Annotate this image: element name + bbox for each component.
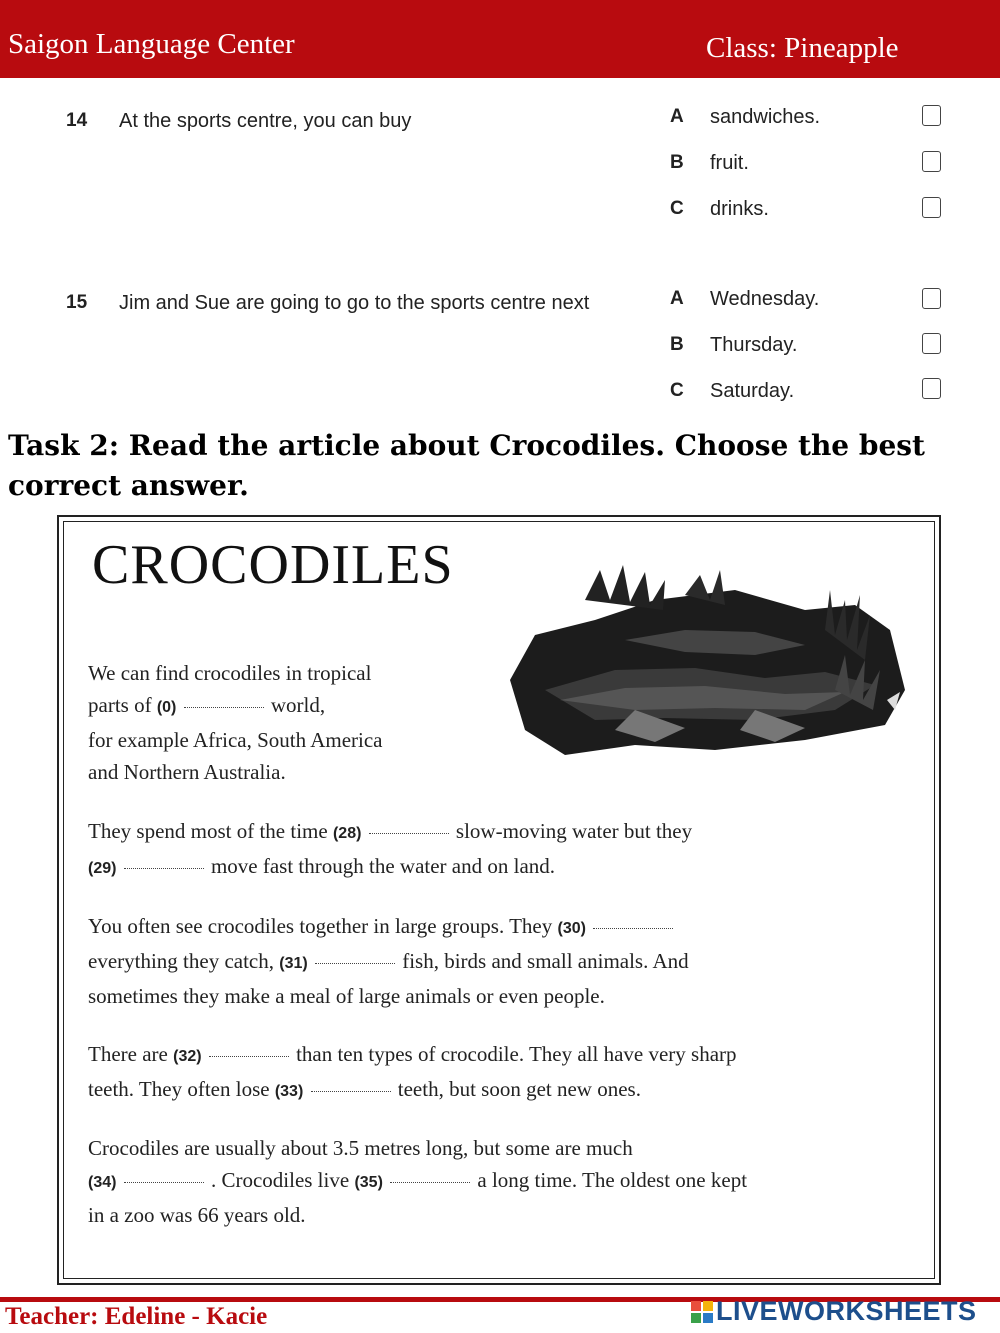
option-letter: B <box>670 334 684 355</box>
checkbox-icon[interactable] <box>922 288 941 309</box>
option-letter: A <box>670 288 684 309</box>
text-line <box>88 1164 918 1199</box>
answer-blank[interactable] <box>593 928 673 929</box>
text-line <box>88 945 908 980</box>
article-paragraph-1 <box>88 657 488 788</box>
gap-number: (35) <box>354 1174 383 1191</box>
text-fragment: teeth. They often lose <box>88 1077 270 1101</box>
answer-blank[interactable] <box>369 833 449 834</box>
gap-number: (29) <box>88 860 117 877</box>
gap-number: (28) <box>332 825 362 842</box>
text-fragment: than ten types of crocodile. They all have very sharp <box>296 1042 737 1066</box>
school-name: Saigon Language Center <box>8 28 295 60</box>
question-text: At the sports centre, you can buy <box>119 110 412 132</box>
text-line: sometimes they make a meal of large animals or even people. <box>88 984 605 1008</box>
answer-blank[interactable] <box>124 1182 204 1183</box>
answer-blank[interactable] <box>184 707 264 708</box>
text-fragment: . Crocodiles live <box>210 1168 350 1192</box>
gap-number: (31) <box>279 955 308 972</box>
text-line: and Northern Australia. <box>88 760 286 784</box>
option-text: Saturday. <box>710 380 795 402</box>
gap-number: (32) <box>173 1048 202 1065</box>
task-heading: Task 2: Read the article about Crocodiles. Choose the best correct answer. <box>8 429 925 502</box>
text-line: Crocodiles are usually about 3.5 metres long, but some are much <box>88 1136 633 1160</box>
text-line: for example Africa, South America <box>88 728 383 752</box>
option-letter: C <box>670 198 684 219</box>
gap-number: (0) <box>156 699 177 716</box>
option-letter: A <box>670 106 684 127</box>
class-label: Class: Pineapple <box>706 32 899 64</box>
gap-number: (34) <box>88 1174 117 1191</box>
text-line <box>88 1073 918 1108</box>
checkbox-icon[interactable] <box>922 378 941 399</box>
option-text: drinks. <box>710 198 769 220</box>
checkbox-icon[interactable] <box>922 105 941 126</box>
option-letter: B <box>670 152 684 173</box>
checkbox-icon[interactable] <box>922 197 941 218</box>
text-fragment: teeth, but soon get new ones. <box>397 1077 641 1101</box>
answer-blank[interactable] <box>315 963 395 964</box>
text-line: We can find crocodiles in tropical <box>88 661 372 685</box>
text-line <box>88 850 908 885</box>
answer-blank[interactable] <box>124 868 204 869</box>
text-fragment: There are <box>88 1042 168 1066</box>
brand-name: LIVEWORKSHEETS <box>716 1296 977 1326</box>
answer-blank[interactable] <box>390 1182 470 1183</box>
text-fragment: parts of <box>88 693 152 717</box>
article-paragraph-2 <box>88 815 908 885</box>
teacher-name: Teacher: Edeline - Kacie <box>5 1303 268 1330</box>
article-paragraph-5 <box>88 1132 918 1231</box>
text-fragment: fish, birds and small animals. And <box>402 949 689 973</box>
text-fragment: They spend most of the time <box>88 819 328 843</box>
text-fragment: You often see crocodiles together in large groups. They <box>88 914 553 938</box>
answer-blank[interactable] <box>311 1091 391 1092</box>
text-fragment: move fast through the water and on land. <box>210 854 556 878</box>
text-fragment: slow-moving water but they <box>455 819 693 843</box>
article-title: CROCODILES <box>92 534 454 596</box>
option-text: Wednesday. <box>710 288 820 310</box>
option-letter: C <box>670 380 684 401</box>
text-line <box>88 689 488 724</box>
checkbox-icon[interactable] <box>922 333 941 354</box>
question-text: Jim and Sue are going to go to the sports centre next <box>119 292 590 314</box>
gap-number: (33) <box>274 1083 304 1100</box>
answer-blank[interactable] <box>209 1056 289 1057</box>
liveworksheets-logo-icon <box>690 1300 714 1324</box>
text-line <box>88 1038 918 1073</box>
text-line: in a zoo was 66 years old. <box>88 1203 306 1227</box>
checkbox-icon[interactable] <box>922 151 941 172</box>
option-text: sandwiches. <box>710 106 821 128</box>
option-text: fruit. <box>710 152 749 174</box>
question-number: 15 <box>66 292 88 313</box>
article-paragraph-3 <box>88 910 908 1012</box>
question-number: 14 <box>66 110 88 131</box>
header-bar <box>0 0 1000 78</box>
article-paragraph-4 <box>88 1038 918 1108</box>
crocodile-illustration <box>505 560 910 765</box>
option-text: Thursday. <box>710 334 798 356</box>
text-fragment: everything they catch, <box>88 949 275 973</box>
text-fragment: world, <box>270 693 326 717</box>
gap-number: (30) <box>557 920 586 937</box>
text-line <box>88 910 908 945</box>
text-fragment: a long time. The oldest one kept <box>477 1168 748 1192</box>
text-line <box>88 815 908 850</box>
